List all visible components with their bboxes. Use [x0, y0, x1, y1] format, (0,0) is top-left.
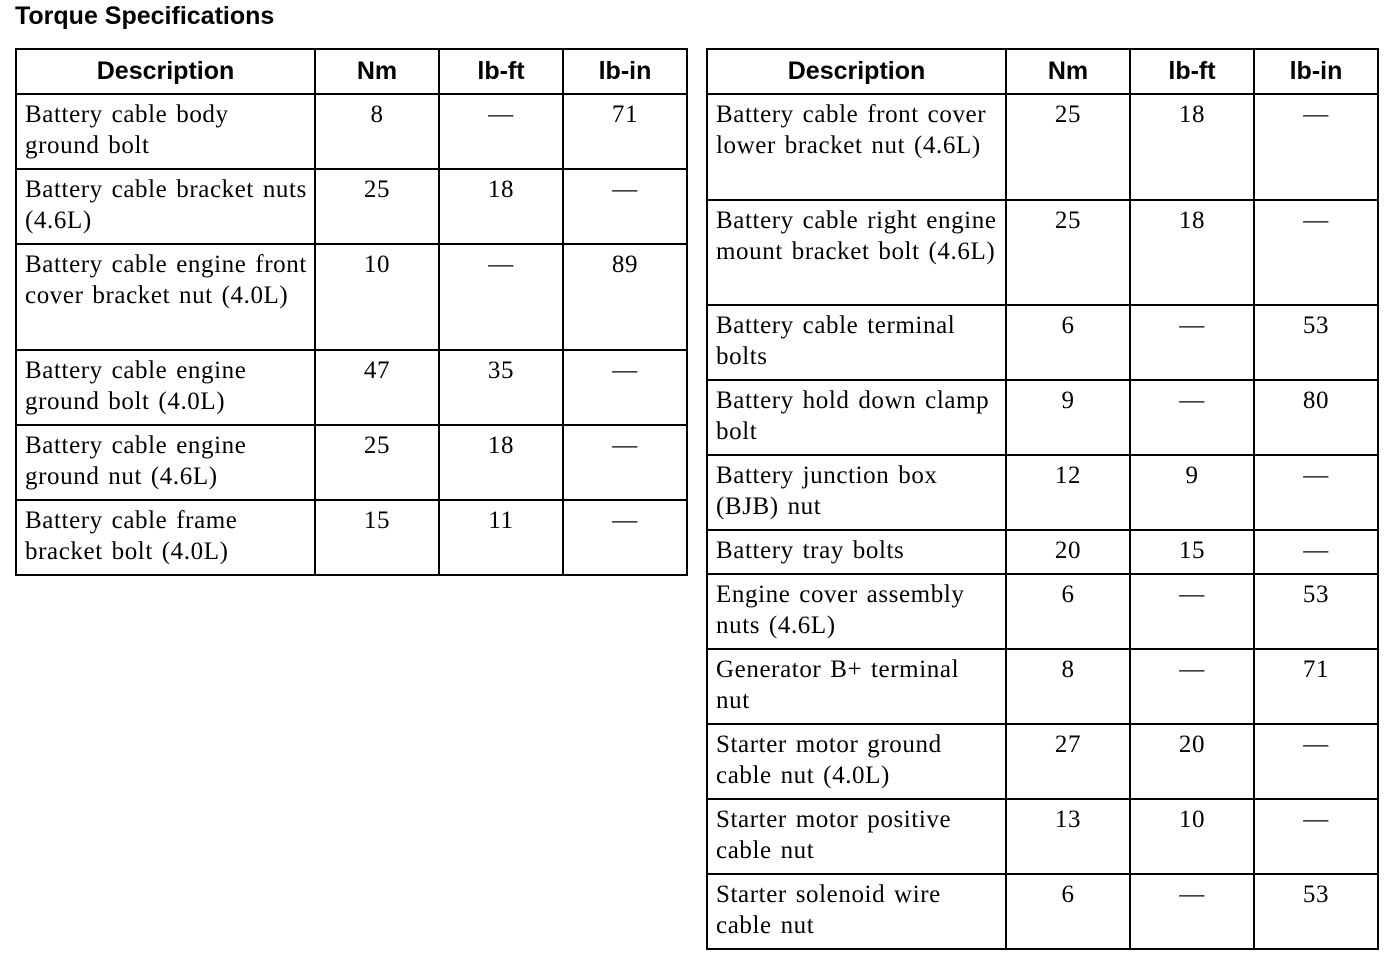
column-header-nm: Nm [315, 49, 439, 94]
lb-in-cell: — [563, 500, 687, 575]
table-row [707, 94, 1378, 200]
lb-ft-cell: 15 [1130, 530, 1254, 574]
lb-in-cell: 89 [563, 244, 687, 350]
nm-cell: 20 [1006, 530, 1130, 574]
page-title: Torque Specifications [15, 2, 275, 30]
column-header-lb-ft: lb-ft [439, 49, 563, 94]
table-header-row [707, 49, 1378, 94]
lb-ft-cell: — [1130, 305, 1254, 380]
table-row [16, 500, 687, 575]
lb-ft-cell: 9 [1130, 455, 1254, 530]
table-row [707, 455, 1378, 530]
lb-ft-cell: 11 [439, 500, 563, 575]
nm-cell: 6 [1006, 305, 1130, 380]
description-cell: Battery cable bracket nuts (4.6L) [16, 169, 315, 244]
table-row [707, 799, 1378, 874]
lb-in-cell: — [1254, 455, 1378, 530]
description-cell: Battery cable engine front cover bracket nut (4.0L) [16, 244, 315, 350]
column-header-lb-in: lb-in [1254, 49, 1378, 94]
lb-ft-cell: — [1130, 380, 1254, 455]
table-row [16, 425, 687, 500]
torque-table-right [706, 48, 1379, 950]
nm-cell: 10 [315, 244, 439, 350]
lb-ft-cell: 18 [439, 169, 563, 244]
lb-in-cell: 71 [563, 94, 687, 169]
nm-cell: 47 [315, 350, 439, 425]
nm-cell: 8 [315, 94, 439, 169]
lb-in-cell: — [1254, 799, 1378, 874]
nm-cell: 8 [1006, 649, 1130, 724]
lb-ft-cell: — [439, 94, 563, 169]
lb-in-cell: 53 [1254, 874, 1378, 949]
nm-cell: 9 [1006, 380, 1130, 455]
description-cell: Engine cover assembly nuts (4.6L) [707, 574, 1006, 649]
lb-in-cell: — [1254, 530, 1378, 574]
table-row [707, 574, 1378, 649]
lb-in-cell: 71 [1254, 649, 1378, 724]
table-row [707, 724, 1378, 799]
lb-ft-cell: — [1130, 649, 1254, 724]
table-row [707, 530, 1378, 574]
column-header-description: Description [707, 49, 1006, 94]
lb-in-cell: — [563, 169, 687, 244]
nm-cell: 25 [1006, 200, 1130, 305]
lb-in-cell: — [1254, 724, 1378, 799]
column-header-lb-in: lb-in [563, 49, 687, 94]
torque-table-left [15, 48, 688, 576]
column-header-description: Description [16, 49, 315, 94]
lb-ft-cell: 18 [1130, 94, 1254, 200]
table-row [707, 874, 1378, 949]
lb-in-cell: 53 [1254, 305, 1378, 380]
description-cell: Starter solenoid wire cable nut [707, 874, 1006, 949]
nm-cell: 25 [315, 425, 439, 500]
lb-ft-cell: 20 [1130, 724, 1254, 799]
description-cell: Battery hold down clamp bolt [707, 380, 1006, 455]
nm-cell: 6 [1006, 574, 1130, 649]
table-header-row [16, 49, 687, 94]
nm-cell: 25 [1006, 94, 1130, 200]
nm-cell: 13 [1006, 799, 1130, 874]
lb-in-cell: — [563, 425, 687, 500]
table-row [16, 244, 687, 350]
description-cell: Battery cable body ground bolt [16, 94, 315, 169]
lb-in-cell: — [1254, 200, 1378, 305]
description-cell: Starter motor positive cable nut [707, 799, 1006, 874]
description-cell: Battery cable front cover lower bracket nut (4.6L) [707, 94, 1006, 200]
description-cell: Battery cable terminal bolts [707, 305, 1006, 380]
table-row [16, 350, 687, 425]
description-cell: Battery cable engine ground bolt (4.0L) [16, 350, 315, 425]
table-row [16, 94, 687, 169]
lb-in-cell: — [563, 350, 687, 425]
lb-ft-cell: 10 [1130, 799, 1254, 874]
lb-ft-cell: — [1130, 574, 1254, 649]
nm-cell: 6 [1006, 874, 1130, 949]
column-header-nm: Nm [1006, 49, 1130, 94]
column-header-lb-ft: lb-ft [1130, 49, 1254, 94]
table-row [707, 380, 1378, 455]
lb-ft-cell: — [439, 244, 563, 350]
nm-cell: 25 [315, 169, 439, 244]
lb-ft-cell: 18 [439, 425, 563, 500]
lb-ft-cell: 18 [1130, 200, 1254, 305]
table-row [707, 649, 1378, 724]
nm-cell: 15 [315, 500, 439, 575]
description-cell: Generator B+ terminal nut [707, 649, 1006, 724]
table-row [16, 169, 687, 244]
description-cell: Battery junction box (BJB) nut [707, 455, 1006, 530]
table-row [707, 305, 1378, 380]
lb-in-cell: — [1254, 94, 1378, 200]
lb-ft-cell: — [1130, 874, 1254, 949]
nm-cell: 27 [1006, 724, 1130, 799]
lb-in-cell: 80 [1254, 380, 1378, 455]
description-cell: Battery tray bolts [707, 530, 1006, 574]
nm-cell: 12 [1006, 455, 1130, 530]
description-cell: Battery cable frame bracket bolt (4.0L) [16, 500, 315, 575]
lb-ft-cell: 35 [439, 350, 563, 425]
description-cell: Battery cable right engine mount bracket bolt (4.6L) [707, 200, 1006, 305]
description-cell: Starter motor ground cable nut (4.0L) [707, 724, 1006, 799]
table-row [707, 200, 1378, 305]
description-cell: Battery cable engine ground nut (4.6L) [16, 425, 315, 500]
lb-in-cell: 53 [1254, 574, 1378, 649]
